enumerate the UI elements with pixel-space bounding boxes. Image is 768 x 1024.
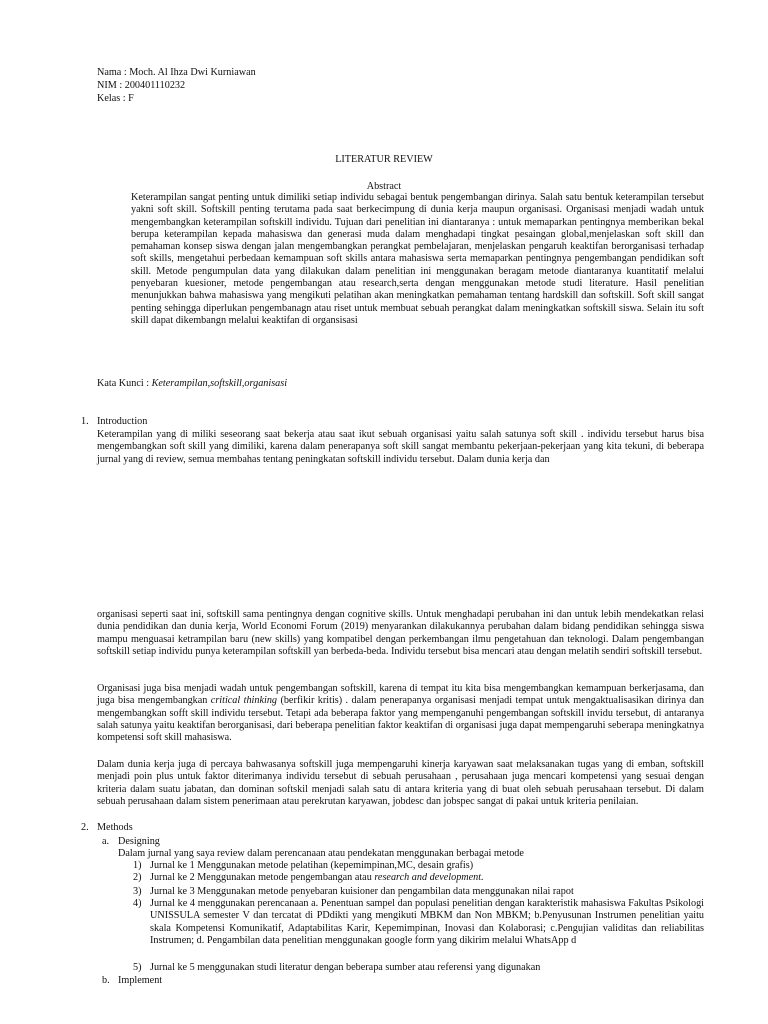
subsection-b-letter: b. [102,975,110,986]
list-item-text: Jurnal ke 2 Menggunakan metode pengembangan atau [150,872,375,883]
list-item-number: 1) [133,860,142,871]
list-item: Jurnal ke 1 Menggunakan metode pelatihan (kepemimpinan,MC, desain grafis) [150,860,474,871]
document-title: LITERATUR REVIEW [335,154,433,165]
author-name: Nama : Moch. Al Ihza Dwi Kurniawan [97,67,256,78]
subsection-a-title: Designing [118,836,160,847]
keywords [97,378,287,390]
intro-paragraph-1: Keterampilan yang di miliki seseorang saat bekerja atau saat ikut sebuah organisasi yaitu salah satunya soft skill . individu tersebut harus bisa mengembangkan soft skill yang dimiliki, karena dalam penerapanya soft skill sangat membantu pekerjaan-pekerjaan yang kita tekuni, di beberapa jurnal yang di review, semua membahas tentang peningkatan softskill individu tersebut. Dalam dunia kerja dan [97,429,704,465]
section-1-title: Introduction [97,416,148,427]
list-item-number: 4) [133,898,142,909]
list-item: Jurnal ke 4 menggunakan perencanaan a. Penentuan sampel dan populasi penelitian dengan karakteristik mahasiswa Fakultas Psikologi UNISSULA semester V dan tercatat di PDdikti yang mengikuti MBKM dan Non MBKM; b.Penyusunan Instrumen penelitian yaitu skala Kompetensi Komunikatif, Adaptabilitas Karir, Kepemimpinan, Inovasi dan Kolaborasi; c.Pengujian validitas dan reliabilitas Instrumen; d. Pengambilan data penelitian menggunakan google form yang dikirim melalui WhatsApp d [150,898,704,946]
list-item: Jurnal ke 5 menggunakan studi literatur dengan beberapa sumber atau referensi yang digunakan [150,962,541,973]
intro-paragraph-3-part-a: Organisasi juga bisa menjadi wadah untuk pengembangan softskill, karena di tempat itu kita bisa mengembangkan kemampuan berkerjasama, dan juga bisa mengembangkan [97,683,704,707]
list-item-italic: research and development. [374,872,484,883]
subsection-a-letter: a. [102,836,110,847]
abstract-heading: Abstract [366,181,402,192]
intro-paragraph-3 [97,683,704,744]
list-item: Jurnal ke 3 Menggunakan metode penyebaran kuisioner dan pengambilan data menggunakan nilai rapot [150,886,574,897]
section-1-number: 1. [81,416,89,427]
designing-intro: Dalam jurnal yang saya review dalam perencanaan atau pendekatan menggunakan berbagai metode [118,848,524,859]
list-item-number: 2) [133,872,142,883]
keywords-label: Kata Kunci : [97,378,152,389]
intro-paragraph-3-italic: critical thinking [210,695,278,707]
intro-paragraph-2: organisasi seperti saat ini, softskill sama pentingnya dengan cognitive skills. Untuk menghadapi perubahan ini dan untuk lebih mendekatkan relasi dunia pendidikan dan dunia kerja, World Economi Forum (2019) menyarankan dilakukannya perubahan dalam bidang pendidikan sehingga siswa mampu menguasai ketrampilan baru (new skills) yang kompatibel dengan perkembangan ilmu pengetahuan dan teknologi. Dalam pengembangan softskill setiap individu punya keterampilan softskill yan berbeda-beda. Individu tersebut bisa mencari atau dengan melatih sendiri softskill tersebut. [97,609,704,657]
subsection-b-title: Implement [118,975,163,986]
intro-paragraph-3-part-b: (berfikir kritis) . dalam penerapanya organisasi menjadi tempat untuk mengaktualisasikan dirinya dan mengembangkan sofft skill individu tersebut. Tetapi ada beberapa faktor yang mempenganuhi pengembangan softskill invidu tersebut, di antaranya salah satunya yaitu keaktifan berorganisasi, dari beberapa penelitian faktor keaktifan di organisasi juga dapat mempengaruhi seberapa meningkatnya kompetensi soft skill mahasiswa. [97,695,704,744]
intro-paragraph-4: Dalam dunia kerja juga di percaya bahwasanya softskill juga mempengaruhi kinerja karyawan saat melaksanakan tugas yang di emban, softskill menjadi poin plus untuk faktor diterimanya individu tersebut di sebuah perusahaan , perusahaan juga mencari kompetensi yang sesuai dengan kriteria dalam suatu jabatan, dan dominan softskil menjadi salah satu di antara kriteria yang di buat oleh sebuah perusahaan tersebut. Di dalam sebuah perusahaan dalam sistem penerimaan atau perekrutan karyawan, jobdesc dan jobspec sangat di pakai untuk kriteria penilaian. [97,759,704,807]
section-2-title: Methods [97,822,133,833]
list-item-number: 5) [133,962,142,973]
abstract-text: Keterampilan sangat penting untuk dimiliki setiap individu sebagai bentuk pengembangan dirinya. Salah satu bentuk keterampilan tersebut yakni soft skill. Softskill penting terutama pada saat berkecimpung di dunia kerja maupun organisasi. Organisasi menjadi wadah untuk mengembangkan keterampilan softskill individu. Tujuan dari penelitian ini diantaranya : untuk memaparkan pentingnya memberikan bekal berupa keterampilan kepada mahasiswa dan generasi muda dalam menghadapi tingkat pesaingan global,menjelaskan soft skill dan pemahaman konsep siswa dengan jalan mengembangkan perangkat pembelajaran, menjelaskan pengaruh keaktifan berorganisasi terhadap soft skills, mengetahui perbedaan kemampuan soft skills antara mahasiswa serta memaparkan pentingnya pengembangan pendidikan soft skill. Metode pengumpulan data yang dilakukan dalam penelitian ini menggunakan beragam metode diantaranya kuantitatif melalui penyebaran kuesioner, metode pengembangan atau research,serta dengan menggunakan metode studi literature. Hasil penelitian menunjukkan bahwa mahasiswa yang mengikuti pelatihan akan meningkatkan pemahaman tentang hardskill dan softskill. Soft skill sangat penting sehingga diperlukan pengembanagn atau riset untuk membuat sebuah perangkat dalam meningkatkan softskill siswa. Selain itu soft skill dapat dikembangn melalui keaktifan di organsisasi [131,192,704,326]
section-2-number: 2. [81,822,89,833]
student-id: NIM : 200401110232 [97,80,186,91]
class-label: Kelas : F [97,93,134,104]
keywords-value: Keterampilan,softskill,organisasi [151,378,288,389]
list-item [150,872,484,884]
list-item-number: 3) [133,886,142,897]
